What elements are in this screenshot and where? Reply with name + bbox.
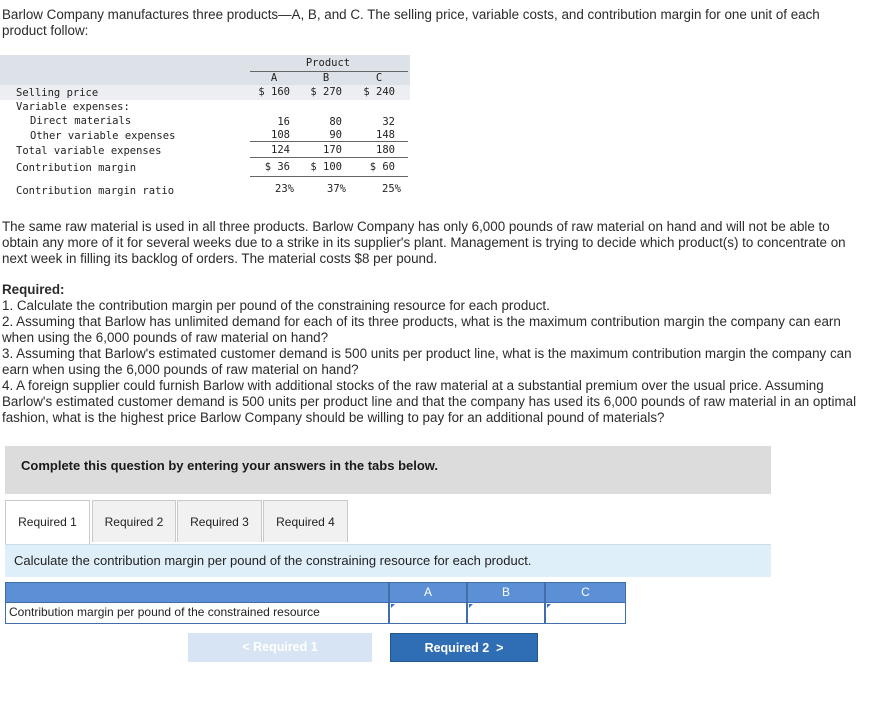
- instruction-text: Calculate the contribution margin per pound of the constraining resource for each product.: [14, 553, 532, 568]
- input-marker-icon: [469, 604, 473, 608]
- answer-header-a: A: [389, 582, 467, 603]
- answer-row-label: Contribution margin per pound of the constrained resource: [5, 603, 389, 624]
- total-variable-b: 170: [323, 144, 342, 156]
- selling-price-a: $ 160: [258, 86, 290, 98]
- prev-required-button[interactable]: [188, 633, 372, 662]
- intro-text: Barlow Company manufactures three products—A, B, and C. The selling price, variable costs, and contribution margin for one unit of each product follow:: [2, 7, 820, 38]
- contribution-margin-c: $ 60: [369, 161, 395, 173]
- cm-ratio-a: 23%: [275, 183, 294, 195]
- selling-price-label: Selling price: [16, 87, 99, 99]
- selling-price-b: $ 270: [310, 86, 342, 98]
- variable-expenses-label: Variable expenses:: [16, 101, 130, 113]
- cm-ratio-c: 25%: [382, 183, 401, 195]
- direct-materials-b: 80: [329, 116, 342, 128]
- required-item-2: 2. Assuming that Barlow has unlimited demand for each of its three products, what is the maximum contribution margin the company can earn when using the 6,000 pounds of raw material on hand?: [2, 314, 841, 345]
- selling-price-c: $ 240: [363, 86, 395, 98]
- product-group-header: Product: [305, 57, 351, 69]
- required-item-1: 1. Calculate the contribution margin per pound of the constraining resource for each product.: [2, 298, 550, 313]
- direct-materials-c: 32: [382, 116, 395, 128]
- tab-required-2[interactable]: Required 2: [92, 500, 176, 542]
- answer-header-b: B: [467, 582, 545, 603]
- other-variable-label: Other variable expenses: [30, 130, 176, 142]
- subtotal-rule: [250, 141, 408, 142]
- total-variable-c: 180: [376, 144, 395, 156]
- complete-banner-text: Complete this question by entering your answers in the tabs below.: [21, 458, 439, 473]
- answer-cell-c: [545, 603, 626, 624]
- cm-rule: [250, 176, 408, 177]
- scenario-text: The same raw material is used in all three products. Barlow Company has only 6,000 pounds of raw material on hand and will not be able to obtain any more of it for several weeks due to a strike in its supplier's plant. Management is trying to decide which product(s) to concentrate on next week in filling its backlog of orders. The material costs $8 per pound.: [2, 219, 846, 266]
- required-item-4: 4. A foreign supplier could furnish Barlow with additional stocks of the raw material at a substantial premium over the usual price. Assuming Barlow's estimated customer demand is 500 units per product line and that the company has used its 6,000 pounds of raw material in an optimal fashion, what is the highest price Barlow Company should be willing to pay for an additional pound of materials?: [2, 378, 857, 425]
- required-heading: Required:: [2, 282, 65, 297]
- chevron-right-icon: >: [492, 641, 504, 655]
- total-variable-label: Total variable expenses: [16, 145, 162, 157]
- other-variable-a: 108: [271, 129, 290, 141]
- tab-required-1[interactable]: Required 1: [5, 500, 90, 544]
- contribution-margin-a: $ 36: [264, 161, 290, 173]
- input-marker-icon: [547, 604, 551, 608]
- instruction-bar: [5, 544, 771, 577]
- answer-input-c[interactable]: [546, 603, 625, 623]
- answer-table: [5, 582, 626, 624]
- answer-header-c: C: [545, 582, 626, 603]
- cm-ratio-label: Contribution margin ratio: [16, 185, 175, 197]
- chevron-left-icon: <: [242, 640, 250, 654]
- product-table: [0, 55, 410, 205]
- answer-header-blank: [5, 582, 389, 603]
- other-variable-c: 148: [376, 129, 395, 141]
- cm-ratio-b: 37%: [327, 183, 346, 195]
- total-variable-a: 124: [271, 144, 290, 156]
- tab-required-3[interactable]: Required 3: [177, 500, 262, 542]
- required-section: [2, 282, 862, 426]
- direct-materials-label: Direct materials: [30, 115, 132, 127]
- complete-banner: [5, 446, 771, 494]
- direct-materials-a: 16: [277, 116, 290, 128]
- tab-required-4[interactable]: Required 4: [263, 500, 348, 542]
- answer-input-b[interactable]: [468, 603, 544, 623]
- prev-button-label: Required 1: [253, 640, 318, 654]
- answer-cell-a: [389, 603, 467, 624]
- column-header-c: C: [375, 72, 383, 84]
- next-required-button[interactable]: [390, 633, 538, 662]
- required-item-3: 3. Assuming that Barlow's estimated customer demand is 500 units per product line, what is the maximum contribution margin the company can earn when using the 6,000 pounds of raw material on hand?: [2, 346, 852, 377]
- input-marker-icon: [391, 604, 395, 608]
- total-rule: [250, 157, 408, 158]
- column-header-a: A: [270, 72, 278, 84]
- next-button-label: Required 2: [424, 641, 490, 655]
- other-variable-b: 90: [329, 129, 342, 141]
- contribution-margin-label: Contribution margin: [16, 162, 137, 174]
- column-header-b: B: [322, 72, 330, 84]
- contribution-margin-b: $ 100: [310, 161, 342, 173]
- answer-input-a[interactable]: [390, 603, 466, 623]
- answer-cell-b: [467, 603, 545, 624]
